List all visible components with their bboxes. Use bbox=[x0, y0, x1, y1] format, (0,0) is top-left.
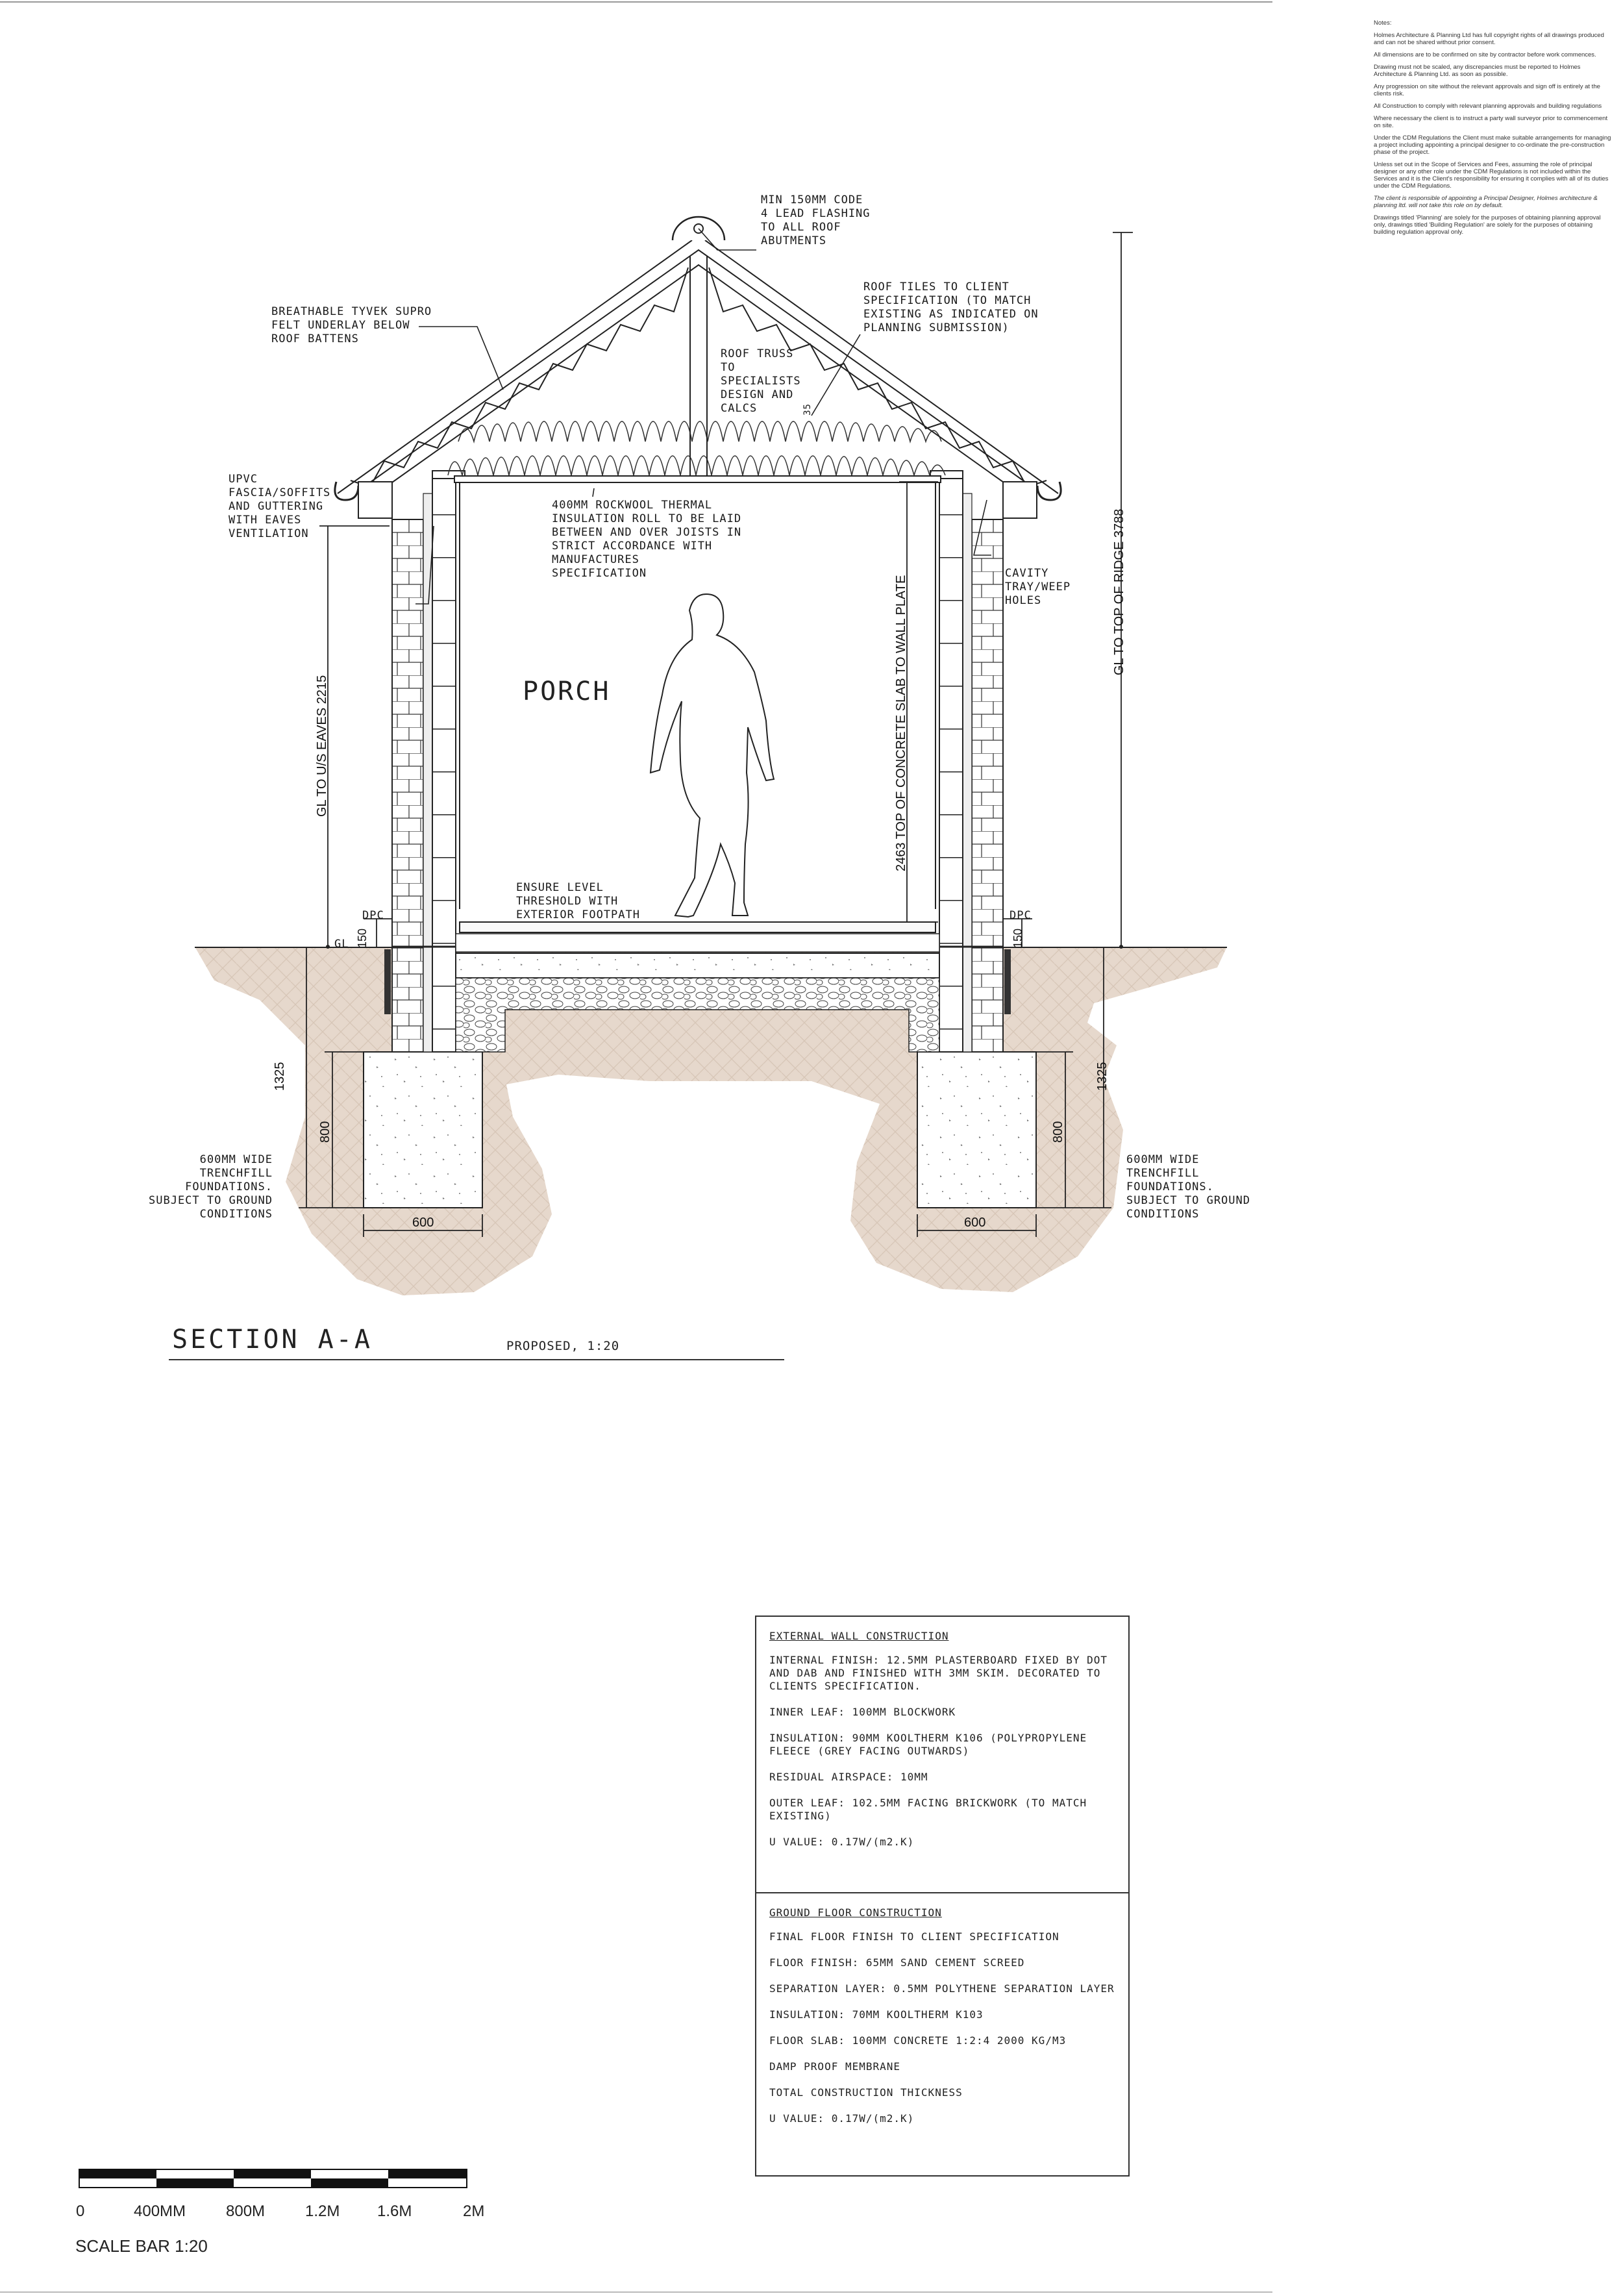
wall-spec-item: RESIDUAL AIRSPACE: 10MM bbox=[769, 1771, 928, 1783]
label-truss-angle: 35 bbox=[802, 403, 813, 416]
dim-eaves: GL TO U/S EAVES 2215 bbox=[315, 675, 329, 817]
label-insulation: 400MM ROCKWOOL THERMAL INSULATION ROLL TO BE LAID BETWEEN AND OVER JOISTS IN STRICT ACCORDANCE WITH MANUFACTURES SPECIFICATION bbox=[552, 499, 742, 580]
floor-spec-item: FINAL FLOOR FINISH TO CLIENT SPECIFICATION bbox=[769, 1930, 1059, 1943]
inner-leaf-right bbox=[939, 477, 963, 1052]
note-item: Drawing must not be scaled, any discrepancies must be reported to Holmes Architecture & Planning Ltd. as soon as possible. bbox=[1374, 64, 1581, 78]
dim-depth-left: 1325 bbox=[273, 1062, 287, 1091]
loft-insulation bbox=[448, 421, 945, 475]
wall-spec-item: OUTER LEAF: 102.5MM FACING BRICKWORK (TO MATCH EXISTING) bbox=[769, 1797, 1087, 1822]
outer-leaf-left bbox=[392, 519, 423, 1052]
label-gl: GL bbox=[334, 938, 349, 951]
dim-width-right: 600 bbox=[964, 1216, 986, 1230]
note-item: Where necessary the client is to instruct a party wall surveyor prior to commencement on site. bbox=[1374, 115, 1608, 129]
label-foundation-left: 600MM WIDE TRENCHFILL FOUNDATIONS. SUBJECT TO GROUND CONDITIONS bbox=[149, 1153, 273, 1221]
wall-spec-section bbox=[756, 1617, 1128, 1892]
dim-wall-plate: 2463 TOP OF CONCRETE SLAB TO WALL PLATE bbox=[894, 575, 908, 871]
label-roof-truss: ROOF TRUSS TO SPECIALISTS DESIGN AND CALCS bbox=[721, 347, 801, 415]
wall-spec-item: INTERNAL FINISH: 12.5MM PLASTERBOARD FIXED BY DOT AND DAB AND FINISHED WITH 3MM SKIM. DECORATED TO CLIENTS SPECIFICATION. bbox=[769, 1654, 1108, 1692]
label-dpc-left: DPC bbox=[362, 909, 384, 922]
dim-depth-right: 1325 bbox=[1095, 1062, 1109, 1091]
floor-slab bbox=[456, 953, 939, 978]
scale-bar-graphic bbox=[79, 2169, 467, 2188]
scale-bar-title: SCALE BAR 1:20 bbox=[75, 2236, 208, 2256]
floor-spec-section bbox=[756, 1892, 1128, 2145]
label-foundation-right: 600MM WIDE TRENCHFILL FOUNDATIONS. SUBJECT TO GROUND CONDITIONS bbox=[1126, 1153, 1250, 1221]
scale-tick-label: 2M bbox=[463, 2202, 485, 2220]
wall-spec-item: INSULATION: 90MM KOOLTHERM K106 (POLYPROPYLENE FLEECE (GREY FACING OUTWARDS) bbox=[769, 1732, 1087, 1757]
floor-spec-item: SEPARATION LAYER: 0.5MM POLYTHENE SEPARATION LAYER bbox=[769, 1982, 1115, 1995]
label-threshold: ENSURE LEVEL THRESHOLD WITH EXTERIOR FOOTPATH bbox=[516, 881, 640, 921]
dim-dpc-right: 150 bbox=[1011, 928, 1024, 948]
gutter-right bbox=[1037, 482, 1061, 500]
note-item: Unless set out in the Scope of Services and Fees, assuming the role of principal designer or any other role under the CDM Regulations is not included within the Services and it is the Client's responsibility for ensuring it complies with all of its duties under the CDM Regulations. bbox=[1374, 161, 1609, 190]
scale-tick-label: 1.6M bbox=[377, 2202, 412, 2220]
scale-tick-label: 800M bbox=[226, 2202, 266, 2220]
label-fascia: UPVC FASCIA/SOFFITS AND GUTTERING WITH EAVES VENTILATION bbox=[229, 473, 331, 540]
note-item: Drawings titled 'Planning' are solely for the purposes of obtaining planning approval only, drawings titled 'Building Regulation' are solely for the purposes of obtaining building regulation approval only. bbox=[1374, 214, 1601, 236]
gutter-left bbox=[335, 482, 358, 500]
footing-left bbox=[364, 1052, 482, 1208]
note-item: All dimensions are to be confirmed on site by contractor before work commences. bbox=[1374, 51, 1596, 58]
dim-trench-right: 800 bbox=[1051, 1121, 1065, 1143]
dim-dpc-left: 150 bbox=[356, 928, 369, 948]
scale-tick-label: 1.2M bbox=[305, 2202, 340, 2220]
label-dpc-right: DPC bbox=[1010, 909, 1032, 922]
floor-screed bbox=[460, 922, 935, 932]
room-label: PORCH bbox=[523, 677, 611, 706]
label-felt: BREATHABLE TYVEK SUPRO FELT UNDERLAY BELOW ROOF BATTENS bbox=[271, 305, 432, 345]
roof-tiles bbox=[338, 240, 1058, 493]
scale-tick-label: 400MM bbox=[134, 2202, 186, 2220]
section-underline bbox=[169, 1359, 784, 1360]
label-lead-flashing: MIN 150MM CODE 4 LEAD FLASHING TO ALL ROOF ABUTMENTS bbox=[761, 193, 871, 247]
note-item: Holmes Architecture & Planning Ltd has full copyright rights of all drawings produced and can not be shared without prior consent. bbox=[1374, 32, 1604, 46]
dim-ridge: GL TO TOP OF RIDGE 3788 bbox=[1112, 508, 1126, 675]
label-roof-tiles: ROOF TILES TO CLIENT SPECIFICATION (TO MATCH EXISTING AS INDICATED ON PLANNING SUBMISSION) bbox=[863, 281, 1039, 334]
wall-spec-item: U VALUE: 0.17W/(m2.K) bbox=[769, 1836, 915, 1848]
scale-tick-label: 0 bbox=[76, 2202, 85, 2220]
floor-spec-item: DAMP PROOF MEMBRANE bbox=[769, 2060, 901, 2073]
section-title: SECTION A-A bbox=[172, 1325, 373, 1354]
construction-spec-box bbox=[755, 1616, 1130, 2177]
floor-spec-item: INSULATION: 70MM KOOLTHERM K103 bbox=[769, 2008, 984, 2021]
floor-spec-item: U VALUE: 0.17W/(m2.K) bbox=[769, 2112, 915, 2125]
person-figure bbox=[650, 594, 774, 917]
section-subtitle: PROPOSED, 1:20 bbox=[506, 1339, 620, 1353]
wall-spec-heading: EXTERNAL WALL CONSTRUCTION bbox=[769, 1630, 949, 1642]
note-item: All Construction to comply with relevant planning approvals and building regulations bbox=[1374, 103, 1602, 110]
floor-spec-item: FLOOR FINISH: 65MM SAND CEMENT SCREED bbox=[769, 1956, 1025, 1969]
floor-spec-heading: GROUND FLOOR CONSTRUCTION bbox=[769, 1906, 942, 1919]
note-item-italic: The client is responsible of appointing a Principal Designer, Holmes architecture & planning ltd. will not take this role on by default. bbox=[1374, 195, 1598, 209]
note-item: Any progression on site without the relevant approvals and sign off is entirely at the clients risk. bbox=[1374, 83, 1600, 97]
wall-spec-item: INNER LEAF: 100MM BLOCKWORK bbox=[769, 1706, 956, 1718]
floor-spec-item: FLOOR SLAB: 100MM CONCRETE 1:2:4 2000 KG/M3 bbox=[769, 2034, 1067, 2047]
footing-right bbox=[917, 1052, 1036, 1208]
outer-leaf-right bbox=[972, 519, 1003, 1052]
dim-trench-left: 800 bbox=[318, 1121, 332, 1143]
note-item: Under the CDM Regulations the Client must make suitable arrangements for managing a project including appointing a principal designer to co-ordinate the pre-construction phase of the project. bbox=[1374, 134, 1611, 156]
floor-spec-item: TOTAL CONSTRUCTION THICKNESS bbox=[769, 2086, 963, 2099]
floor-insulation bbox=[456, 934, 939, 952]
dim-width-left: 600 bbox=[412, 1216, 434, 1230]
notes-heading: Notes: bbox=[1374, 19, 1392, 27]
inner-leaf-left bbox=[432, 477, 456, 1052]
label-cavity-tray: CAVITY TRAY/WEEP HOLES bbox=[1005, 567, 1071, 607]
